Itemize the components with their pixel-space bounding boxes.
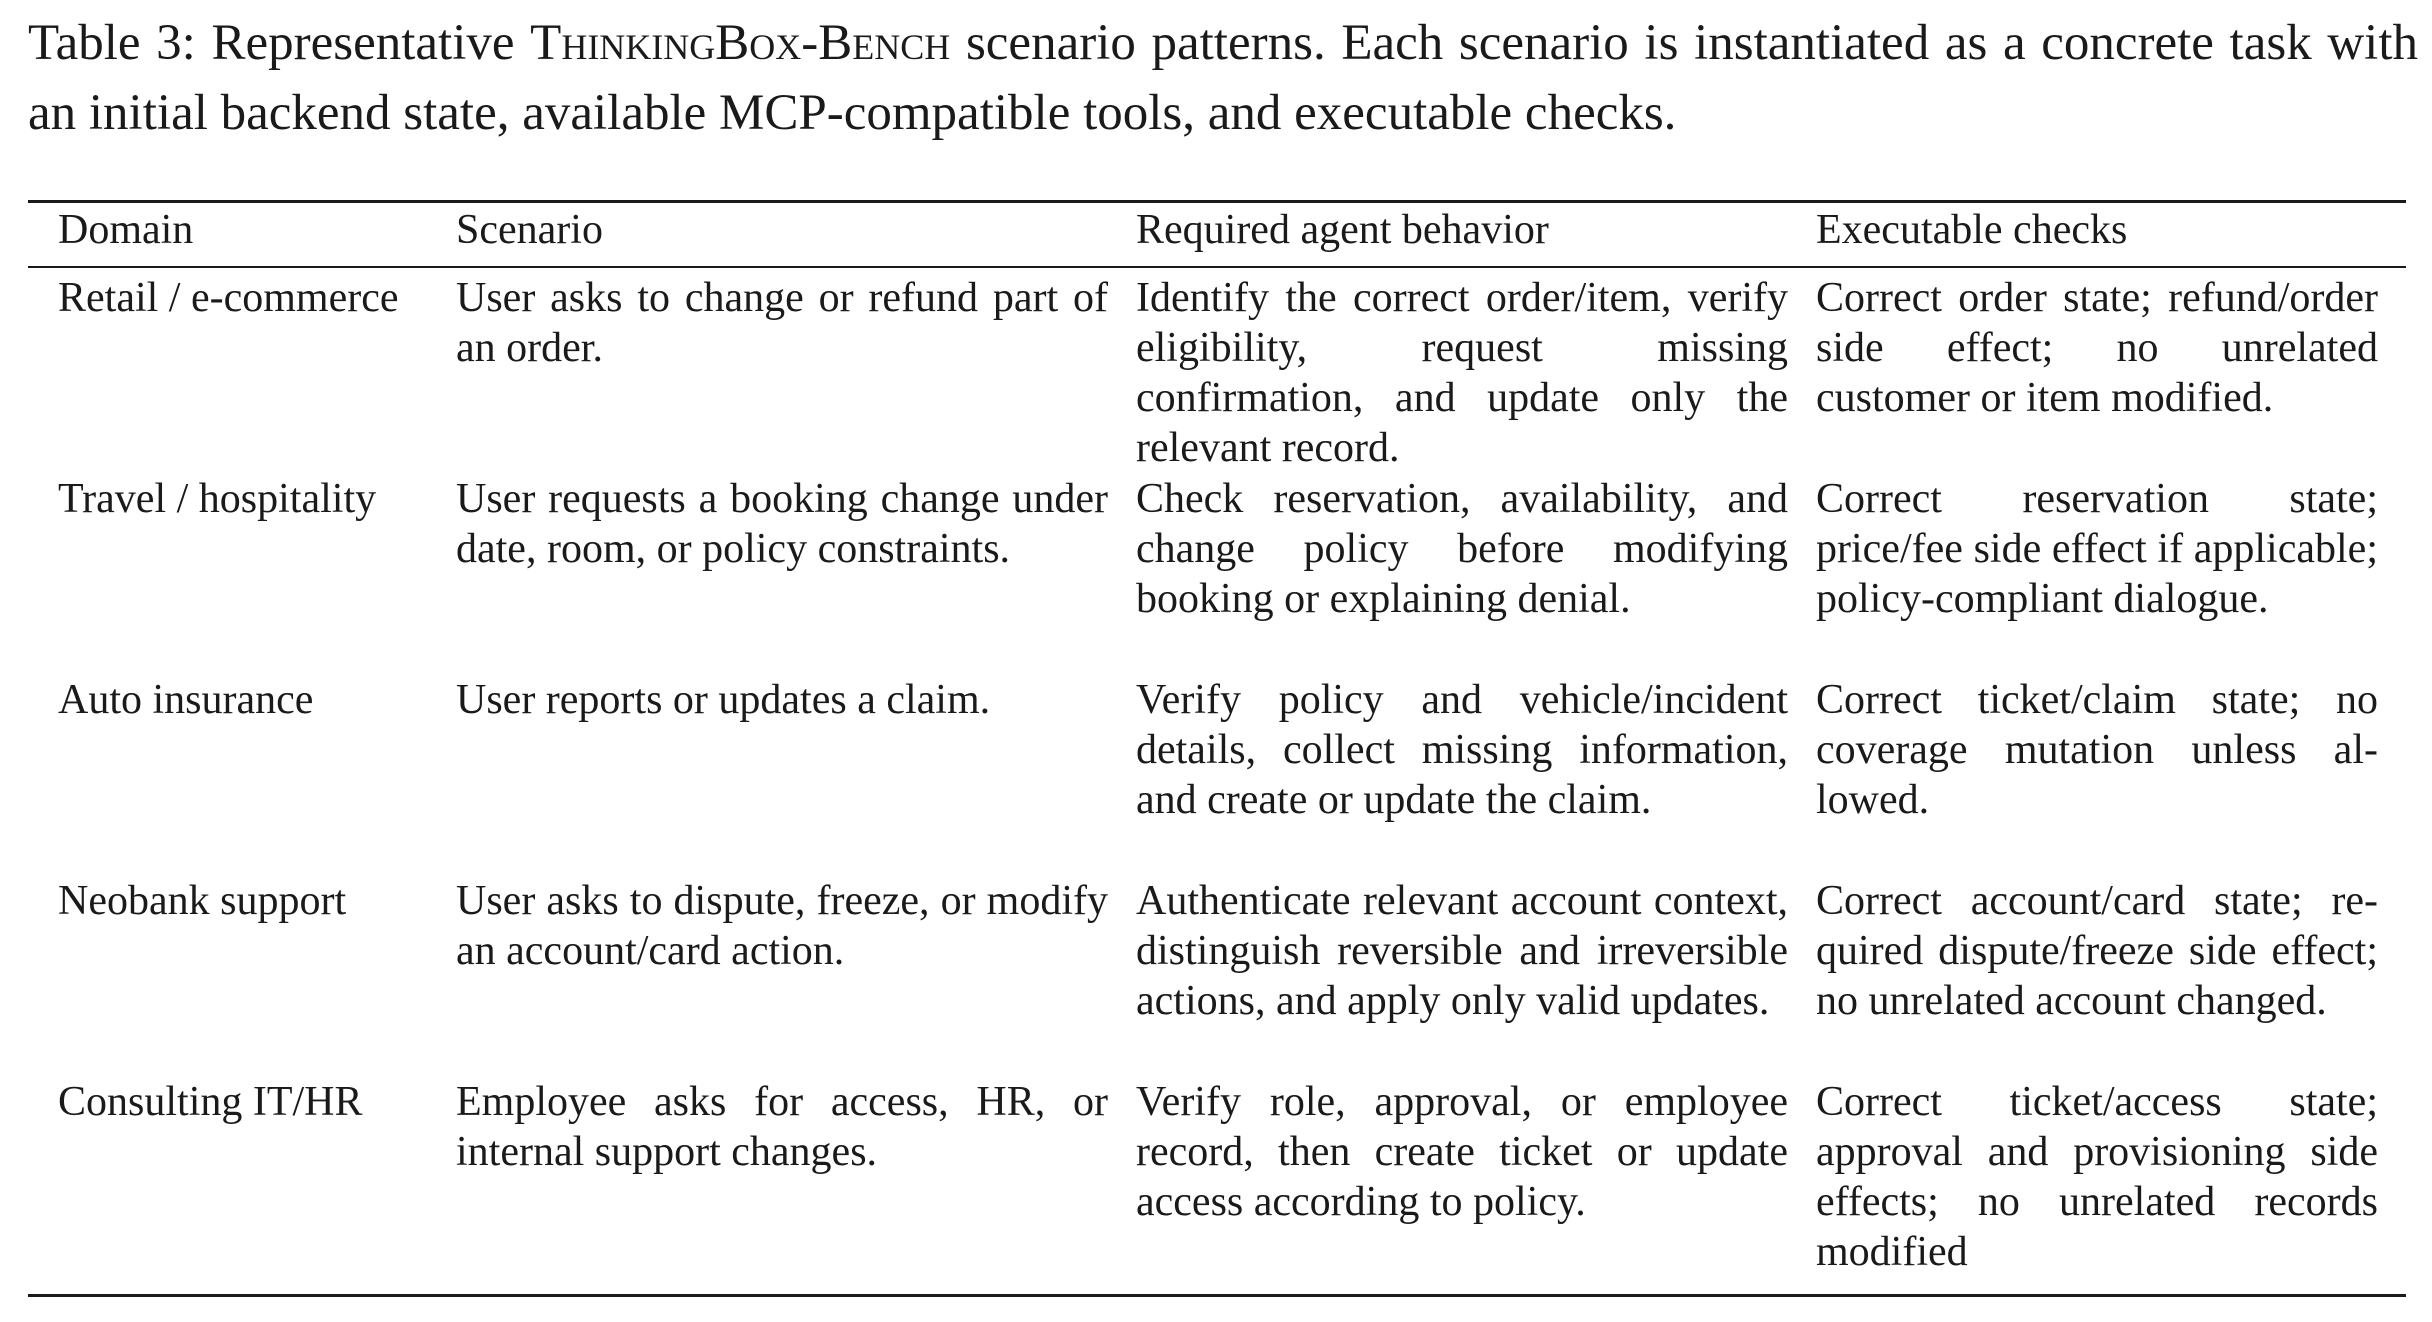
header-checks: Executable checks: [1816, 207, 2128, 253]
cell-behavior: Authenticate relevant account context, distinguish reversible and irreversible actions, and apply only valid updates.: [1136, 878, 1788, 1024]
cell-checks: Correct order state; refund/order side effect; no unrelated customer or item modified.: [1816, 275, 2378, 421]
cell-scenario: User asks to change or refund part of an order.: [456, 275, 1108, 371]
cell-scenario: Employee asks for access, HR, or internal support changes.: [456, 1079, 1108, 1175]
header-domain: Domain: [58, 207, 194, 253]
cell-domain: Auto insurance: [58, 677, 314, 723]
cell-domain: Neobank support: [58, 878, 347, 924]
table-header-row: [28, 203, 2406, 266]
cell-scenario: User requests a booking change under date, room, or policy constraints.: [456, 476, 1108, 572]
table-caption: [28, 8, 2418, 148]
table-bottom-rule: [28, 1294, 2406, 1297]
cell-domain: Retail / e-commerce: [58, 275, 399, 321]
benchmark-name: ThinkingBox-Bench: [530, 15, 951, 71]
caption-pre: Representative: [211, 15, 515, 71]
cell-checks: Correct account/card state; required dispute/freeze side effect; no unrelated account changed.: [1816, 878, 2378, 1024]
caption-label: Table 3:: [28, 15, 196, 71]
table-row: [28, 675, 2406, 876]
cell-behavior: Verify policy and vehicle/incident details, collect missing information, and create or update the claim.: [1136, 677, 1788, 823]
header-scenario: Scenario: [456, 207, 603, 253]
cell-checks: Correct ticket/access state; approval and provisioning side effects; no unrelated records modified: [1816, 1079, 2378, 1275]
cell-scenario: User asks to dispute, freeze, or modify an account/card action.: [456, 878, 1108, 974]
scenario-table: [28, 203, 2406, 1278]
cell-behavior: Identify the correct order/item, verify eligibility, request missing confirmation, and update only the relevant record.: [1136, 275, 1788, 471]
cell-domain: Consulting IT/HR: [58, 1079, 363, 1125]
table-row: [28, 266, 2406, 474]
cell-domain: Travel / hospitality: [58, 476, 377, 522]
cell-behavior: Check reservation, availability, and change policy before modifying booking or explaining denial.: [1136, 476, 1788, 622]
table-row: [28, 474, 2406, 675]
cell-behavior: Verify role, approval, or employee record, then create ticket or update access according to policy.: [1136, 1079, 1788, 1225]
caption-post: scenario patterns. Each scenario is instantiated as a concrete task with an initial backend state, available MCP-compatible tools, and executable checks.: [28, 15, 2419, 141]
table-row: [28, 1077, 2406, 1278]
cell-checks: Correct ticket/claim state; no coverage mutation unless allowed.: [1816, 677, 2378, 823]
table-row: [28, 876, 2406, 1077]
header-behavior: Required agent behavior: [1136, 207, 1549, 253]
cell-checks: Correct reservation state; price/fee side effect if applicable; policy-compliant dialogue.: [1816, 476, 2378, 622]
cell-scenario: User reports or updates a claim.: [456, 677, 991, 723]
